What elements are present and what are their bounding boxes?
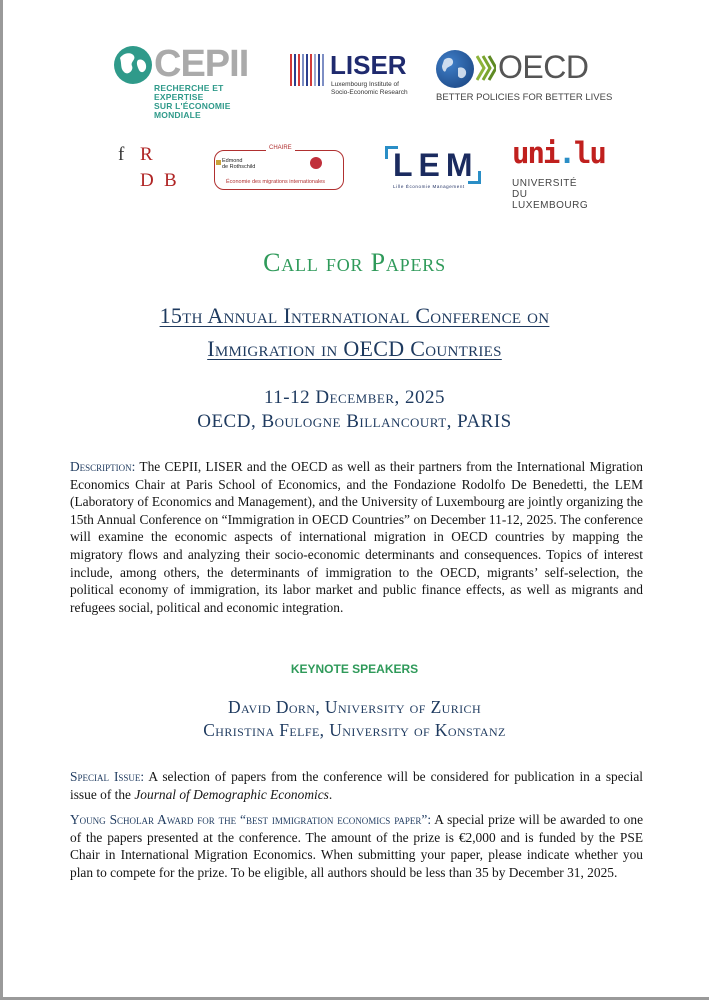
- description-label: Description:: [70, 459, 136, 474]
- unilu-subtitle-line2: LUXEMBOURG: [512, 200, 589, 211]
- cepii-subtitle: [154, 84, 264, 120]
- description-paragraph: [70, 458, 643, 616]
- chaire-edmond-line1: Edmond: [222, 158, 243, 164]
- special-issue-end: .: [328, 786, 333, 802]
- cepii-logo: [114, 43, 264, 120]
- special-issue-paragraph: [70, 768, 643, 803]
- edmond-mark-icon: [216, 160, 221, 165]
- liser-subtitle: [331, 81, 408, 97]
- liser-subtitle-line2: Socio-Economic Research: [331, 89, 408, 96]
- oecd-logo: [436, 48, 613, 104]
- award-text: A special prize will be awarded to one of the papers presented at the conference. The amount of the prize is €2,000 and is funded by the PSE Chair in International Migration Economics. When submitting your paper, please indicate whether you plan to compete for the prize. To be eligible, all authors should be less than 35 by December 31, 2025.: [70, 812, 644, 880]
- keynote-speaker: David Dorn, University of Zurich: [227, 697, 482, 717]
- chaire-logo: [214, 146, 344, 190]
- unilu-subtitle: [512, 178, 592, 211]
- frdb-letter-r: R: [140, 144, 153, 165]
- page-edge-left: [0, 0, 3, 1000]
- conference-title-line1: 15th Annual International Conference on: [159, 303, 550, 328]
- frdb-letter-b: B: [164, 170, 177, 191]
- cepii-globe-icon: [114, 46, 152, 84]
- liser-bars-icon: [290, 52, 326, 88]
- liser-logo: [290, 50, 420, 102]
- chaire-label: CHAIRE: [266, 145, 295, 151]
- unilu-logo: [512, 136, 605, 211]
- oecd-globe-icon: [436, 50, 474, 88]
- frdb-letter-d: D: [140, 170, 154, 191]
- oecd-tagline: BETTER POLICIES FOR BETTER LIVES: [436, 92, 613, 103]
- liser-subtitle-line1: Luxembourg Institute of: [331, 81, 399, 88]
- liser-name: LISER: [330, 50, 407, 80]
- award-paragraph: [70, 811, 643, 881]
- conference-venue: OECD, Boulogne Billancourt, PARIS: [197, 411, 512, 432]
- journal-name: Journal of Demographic Economics: [134, 786, 329, 802]
- partner-seal-icon: [310, 157, 322, 169]
- award-label: Young Scholar Award for the “best immigration economics paper”:: [70, 812, 432, 827]
- unilu-name-end: lu: [573, 136, 605, 170]
- cepii-name: CEPII: [154, 43, 249, 85]
- lem-name: LEM: [393, 147, 479, 183]
- cepii-subtitle-line2: SUR L'ÉCONOMIE MONDIALE: [154, 101, 231, 120]
- call-for-papers-title: Call for Papers: [263, 248, 446, 277]
- unilu-name: [512, 136, 605, 170]
- special-issue-label: Special Issue:: [70, 769, 145, 784]
- lem-subtitle: Lille Économie Management: [393, 184, 465, 189]
- oecd-name: OECD: [498, 49, 589, 85]
- description-text: The CEPII, LISER and the OECD as well as their partners from the International Migration Economics Chair at Paris School of Economics, and the Fondazione Rodolfo De Benedetti, the LEM (Laboratory of Economics and Management), and the University of Luxembourg are jointly organizing the 15th Annual Conference on “Immigration in OECD Countries” on December 11-12, 2025. The conference will examine the economic aspects of international migration in OECD countries by mapping the migratory flows and analyzing their socio-economic determinants and consequences. Topics of interest include, among others, the determinants of immigration to the OECD, migrants’ self-selection, the political economy of immigration, its labor market and public finance effects, as well as migrants and refugees social, political and economic integration.: [70, 459, 643, 615]
- unilu-subtitle-line1: UNIVERSITÉ DU: [512, 178, 578, 200]
- unilu-name-dot: .: [558, 136, 574, 170]
- chaire-edmond-line2: de Rothschild: [222, 164, 256, 170]
- special-issue-text: A selection of papers from the conference will be considered for publication in a special issue of the: [70, 769, 643, 802]
- chaire-edmond: [222, 158, 255, 170]
- unilu-name-main: uni: [512, 136, 559, 170]
- conference-title-line2: Immigration in OECD Countries: [207, 336, 502, 361]
- chaire-subtitle: Économie des migrations internationales: [226, 179, 326, 185]
- cepii-subtitle-line1: RECHERCHE ET EXPERTISE: [154, 83, 224, 102]
- keynote-heading: KEYNOTE SPEAKERS: [290, 662, 419, 676]
- conference-date: 11-12 December, 2025: [264, 387, 445, 408]
- keynote-speaker: Christina Felfe, University of Konstanz: [203, 720, 506, 740]
- lem-logo: [385, 146, 481, 192]
- oecd-chevrons-icon: [476, 54, 496, 82]
- frdb-logo: [118, 144, 188, 196]
- frdb-letter-f: f: [118, 144, 125, 165]
